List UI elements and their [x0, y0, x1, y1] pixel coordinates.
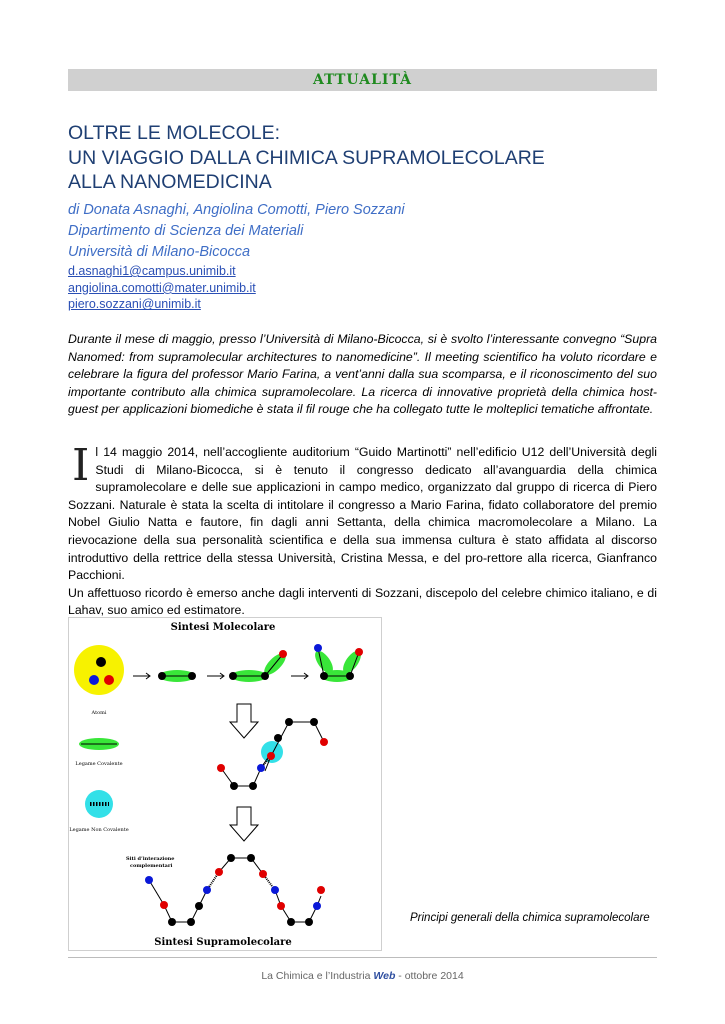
- atom-container: [74, 645, 124, 695]
- blue-atom: [89, 675, 99, 685]
- email-link-asnaghi[interactable]: d.asnaghi1@campus.unimib.it: [68, 264, 236, 278]
- page-footer: [0, 970, 725, 982]
- email-link-sozzani[interactable]: piero.sozzani@unimib.it: [68, 297, 201, 312]
- body-paragraph: Un affettuoso ricordo è emerso anche dagli interventi di Sozzani, discepolo del celebre chimico italiano, e di Lahav, suo amico ed estimatore.: [68, 585, 657, 618]
- supramolecular-figure: [68, 617, 382, 951]
- label-sites-line-1: Siti d’interazione: [126, 856, 175, 862]
- section-label: ATTUALITÀ: [313, 72, 412, 88]
- footer-publication: La Chimica e l’Industria: [261, 970, 374, 982]
- footer-web-label: Web: [373, 970, 396, 982]
- footer-date: - ottobre 2014: [395, 970, 464, 982]
- atoms-group: [74, 645, 124, 695]
- email-list: [68, 263, 256, 313]
- label-sites-line-2: complementari: [130, 863, 173, 869]
- article-body: [68, 440, 657, 620]
- label-atoms: Atomi: [91, 710, 107, 716]
- university: Università di Milano-Bicocca: [68, 244, 251, 260]
- abstract: Durante il mese di maggio, presso l’Università di Milano-Bicocca, si è svolto l’interessante convegno “Supra Nanomed: from supramolecular architectures to nanomedicine”. Il meeting scientifico ha voluto ricordare e celebrare la figura del professor Mario Farina, a vent’anni dalla sua scomparsa, e il riconoscimento del suo importante contributo alla chimica supramolecolare. La ricerca di innovative proprietà della chimica host-guest per applicazioni biomediche è stata il fil rouge che ha collegato tutte le molteplici tematiche affrontate.: [68, 332, 657, 417]
- figure-title-top: Sintesi Molecolare: [170, 622, 276, 633]
- arrow-down-icon: [230, 704, 258, 841]
- figure-title-bottom: Sintesi Supramolecolare: [154, 937, 292, 948]
- authors: di Donata Asnaghi, Angiolina Comotti, Piero Sozzani: [68, 202, 405, 218]
- molecular-chain: [217, 718, 328, 790]
- molecule-step-2: [229, 650, 289, 682]
- title-line: UN VIAGGIO DALLA CHIMICA SUPRAMOLECOLARE: [68, 146, 545, 169]
- figure-diagram: [69, 618, 381, 950]
- email-link-comotti[interactable]: angiolina.comotti@mater.unimib.it: [68, 280, 256, 295]
- department: Dipartimento di Scienza dei Materiali: [68, 223, 304, 239]
- title-line: ALLA NANOMEDICINA: [68, 171, 272, 193]
- legend-noncovalent: [85, 790, 113, 818]
- drop-cap: I: [72, 440, 90, 491]
- figure-caption: Principi generali della chimica supramolecolare: [410, 912, 650, 924]
- section-banner: [68, 69, 657, 91]
- body-paragraph: l 14 maggio 2014, nell’accogliente auditorium “Guido Martinotti” nell’edificio U12 dell’Università degli Studi di Milano-Bicocca, si è tenuto il congresso dedicato all’avanguardia della chimica supramolecolare e delle sue applicazioni in campo medico, organizzato dal gruppo di ricerca di Piero Sozzani. Naturale è stata la scelta di intitolare il congresso a Mario Farina, fidato collaboratore del premio Nobel Giulio Natta e fautore, fin dagli anni Settanta, della chimica macromolecolare a Milano. La rievocazione della sua personalità scientifica e della sua immensa cultura è stato affidata al discorso introduttivo della rettrice della stessa Università, Cristina Messa, e del pro-rettore alla ricerca, Gianfranco Pacchioni.: [68, 445, 657, 583]
- red-atom: [104, 675, 114, 685]
- byline: [68, 200, 405, 263]
- legend-covalent: [79, 738, 119, 750]
- molecule-step-1: [158, 670, 196, 682]
- title-line: OLTRE LE MOLECOLE:: [68, 122, 281, 144]
- article-title: [68, 121, 668, 195]
- footer-divider: [68, 957, 657, 958]
- molecule-step-3: [312, 644, 365, 682]
- label-noncovalent: Legame Non Covalente: [69, 827, 129, 833]
- label-covalent: Legame Covalente: [75, 761, 123, 767]
- carbon-atom: [96, 657, 106, 667]
